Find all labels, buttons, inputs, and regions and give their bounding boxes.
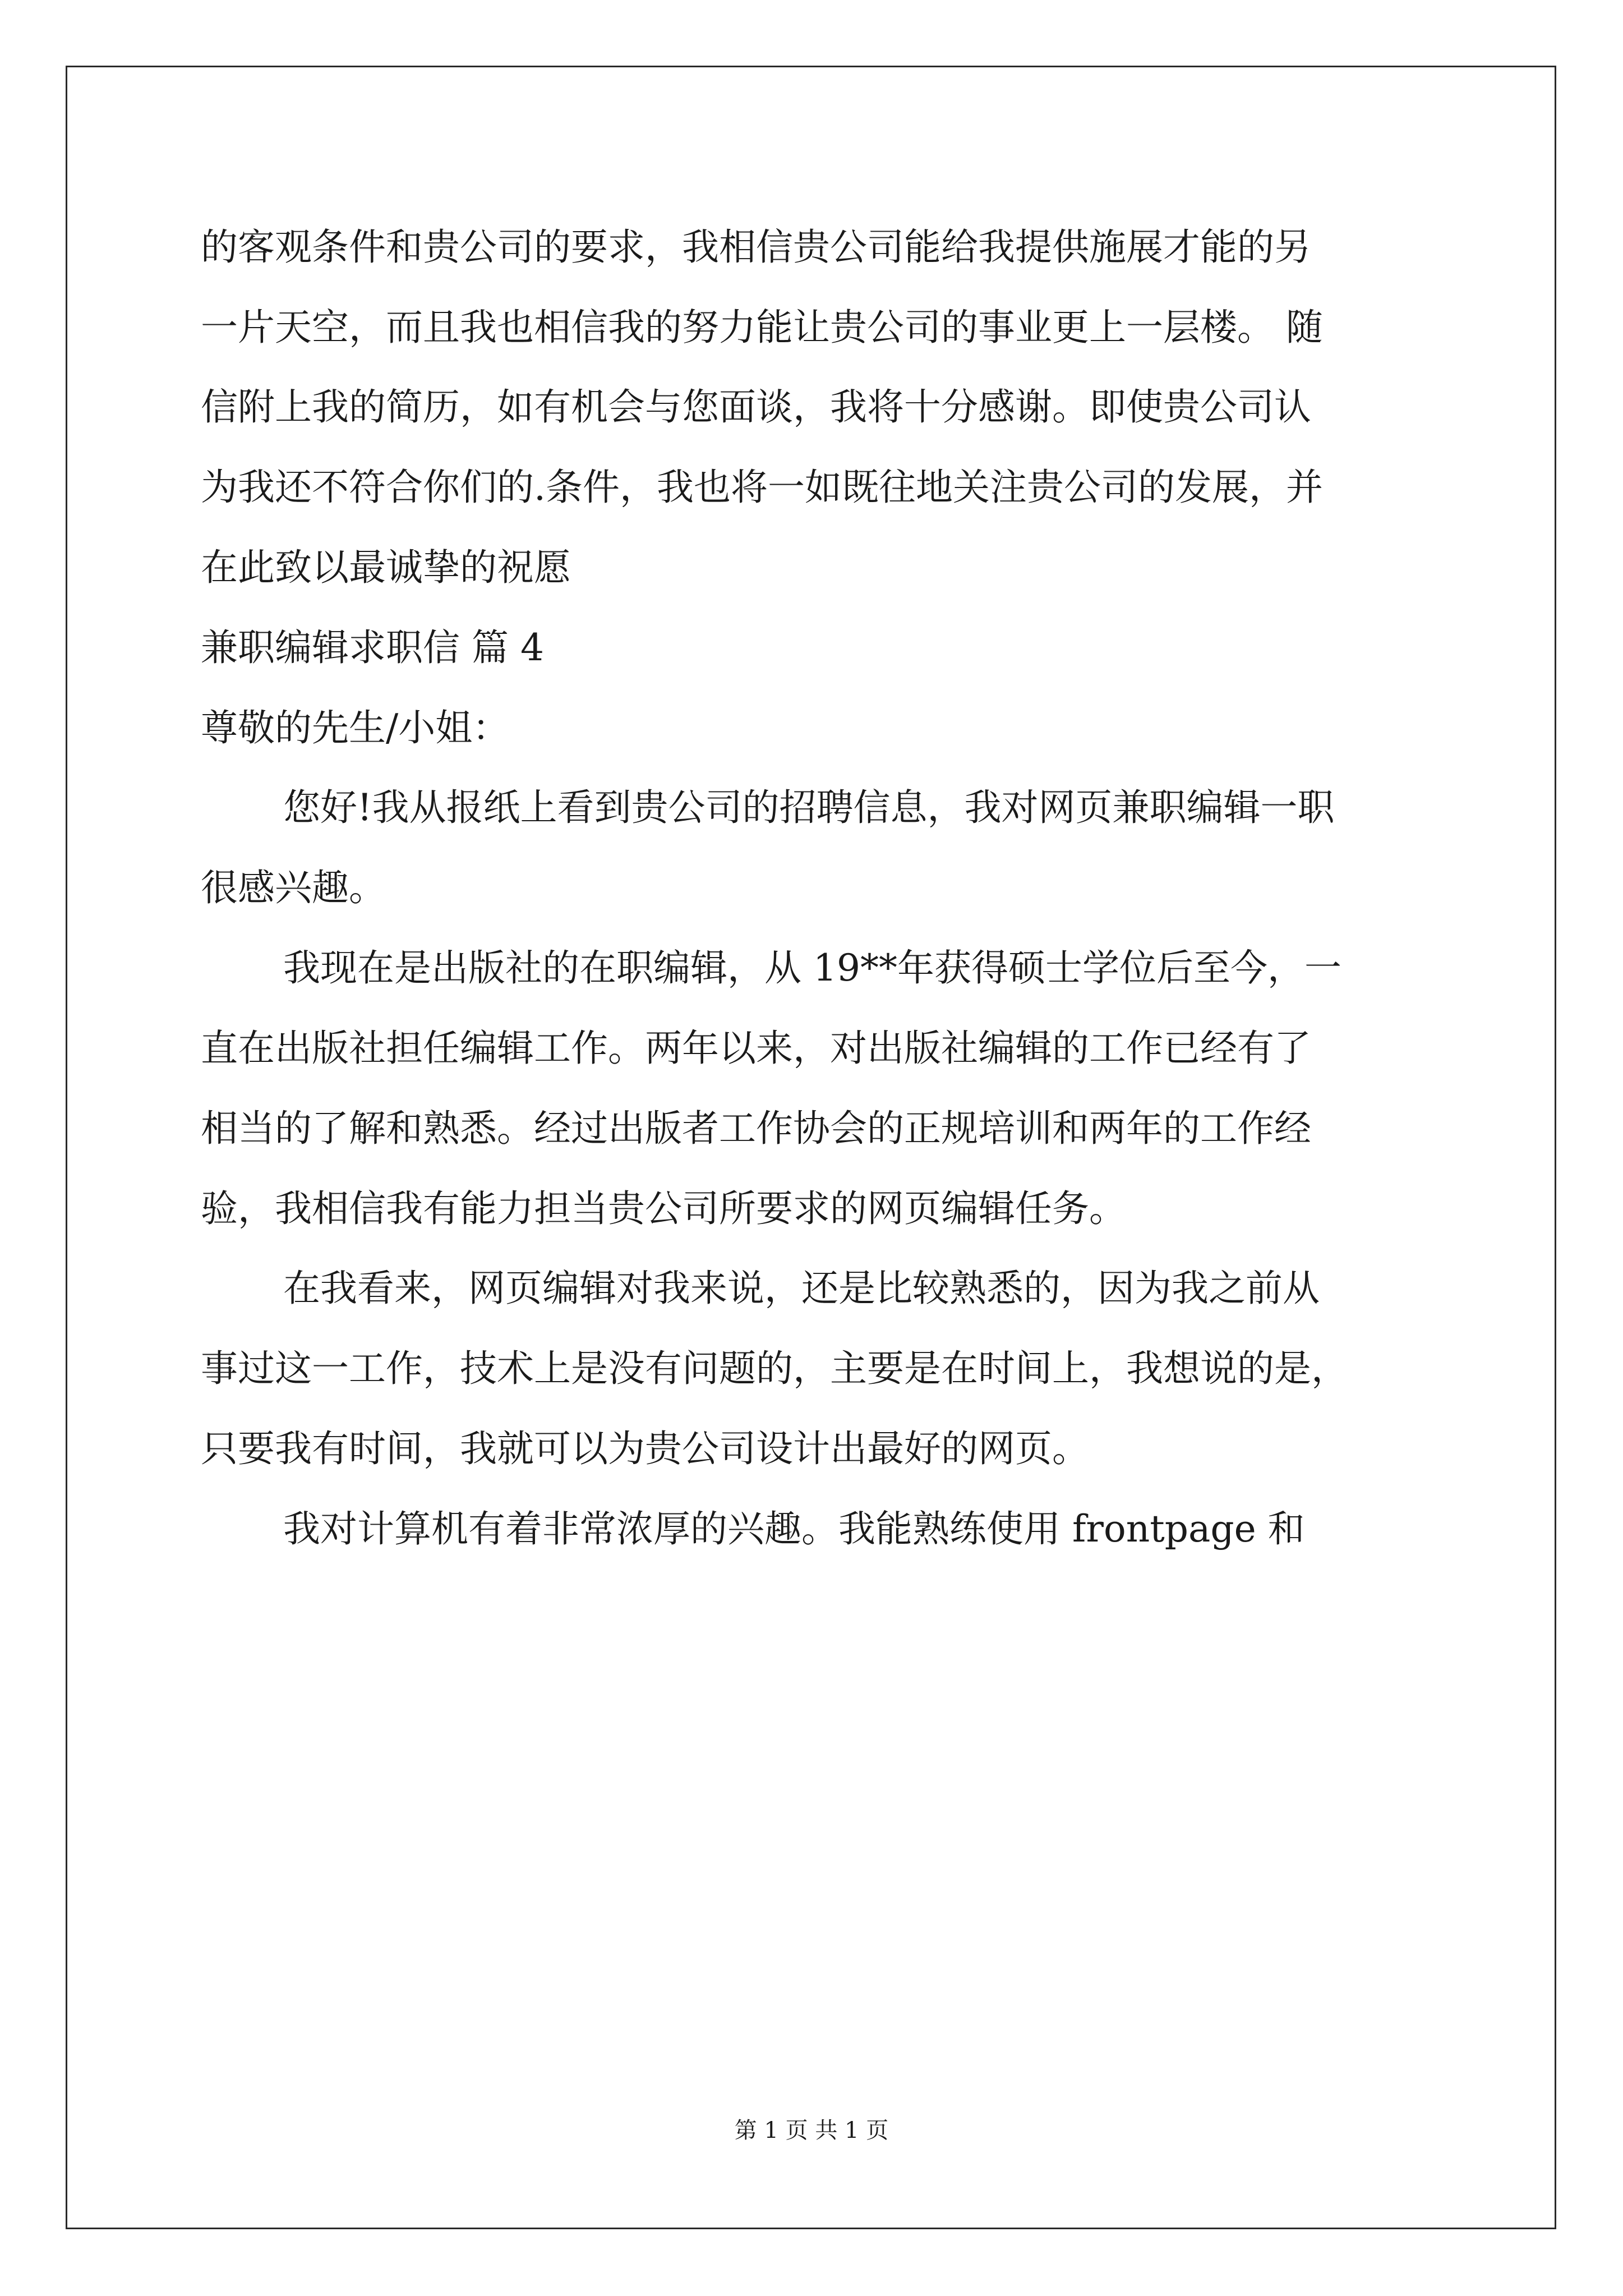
body-line-5: 在此致以最诚挚的祝愿: [201, 546, 571, 589]
paragraph-line: 您好!我从报纸上看到贵公司的招聘信息，我对网页兼职编辑一职: [283, 786, 1335, 829]
body-line-3: 信附上我的简历，如有机会与您面谈，我将十分感谢。即使贵公司认: [201, 385, 1311, 429]
paragraph-line: 只要我有时间，我就可以为贵公司设计出最好的网页。: [201, 1427, 1089, 1470]
paragraph-line: 事过这一工作，技术上是没有问题的，主要是在时间上，我想说的是，: [201, 1347, 1348, 1390]
salutation: 尊敬的先生/小姐：: [201, 706, 510, 749]
section-heading: 兼职编辑求职信 篇 4: [201, 626, 544, 669]
paragraph-line: 直在出版社担任编辑工作。两年以来，对出版社编辑的工作已经有了: [201, 1027, 1311, 1070]
paragraph-line: 在我看来，网页编辑对我来说，还是比较熟悉的，因为我之前从: [283, 1267, 1320, 1310]
body-line-1: 的客观条件和贵公司的要求，我相信贵公司能给我提供施展才能的另: [201, 226, 1311, 269]
paragraph-line: 我现在是出版社的在职编辑，从 19**年获得硕士学位后至今，一: [283, 946, 1341, 990]
paragraph-line: 很感兴趣。: [201, 866, 386, 909]
body-line-2: 一片天空，而且我也相信我的努力能让贵公司的事业更上一层楼。 随: [201, 306, 1323, 349]
paragraph-line: 相当的了解和熟悉。经过出版者工作协会的正规培训和两年的工作经: [201, 1107, 1311, 1150]
paragraph-line: 验，我相信我有能力担当贵公司所要求的网页编辑任务。: [201, 1187, 1126, 1230]
body-line-4: 为我还不符合你们的.条件，我也将一如既往地关注贵公司的发展，并: [201, 466, 1323, 509]
paragraph-line: 我对计算机有着非常浓厚的兴趣。我能熟练使用 frontpage 和: [283, 1507, 1305, 1550]
page-footer: 第 1 页 共 1 页: [734, 2118, 889, 2143]
